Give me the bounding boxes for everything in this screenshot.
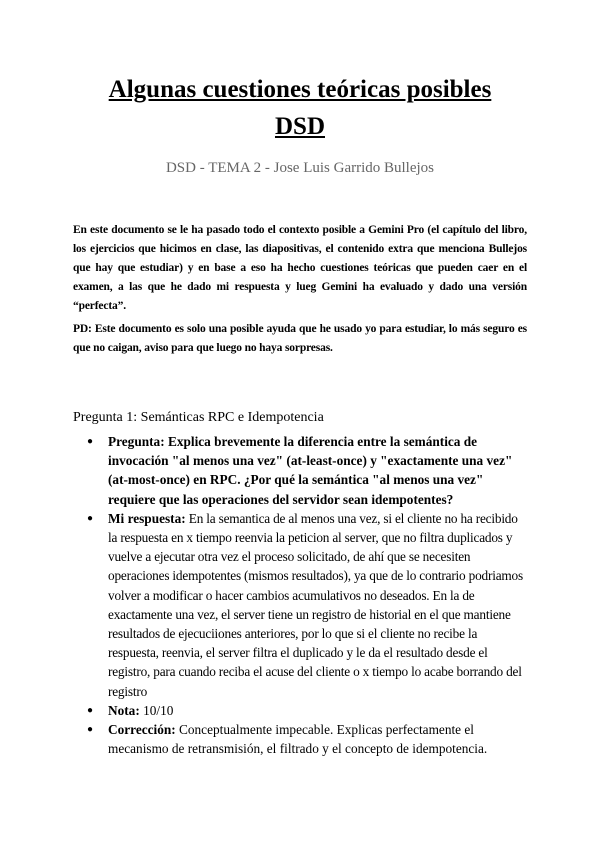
bullet-icon: ● [87, 704, 94, 716]
bullet-icon: ● [87, 512, 94, 524]
item-label: Nota: [108, 702, 140, 718]
bullet-icon: ● [87, 436, 94, 447]
item-text: Explica brevemente la diferencia entre la semántica de invocación "al menos una vez" (at-least-once) y "exactamente una vez" (at-most-once) en RPC. ¿Por qué la semántica "al menos una vez" requiere que las operaciones del servidor sean idempotentes? [108, 434, 513, 507]
item-text: En la semantica de al menos una vez, si el cliente no ha recibido la respuesta en x tiempo reenvia la peticion al server, que no filtra duplicados y vuelve a ejecutar otra vez el proceso solicitado, de ahí que se necesiten operaciones idempotentes (mismos resultados), ya que de lo contrario podriamos volver a modificar o hacer cambios acumulativos no deseados. En la de exactamente una vez, el server tiene un registro de historial en el que mantiene resultados de ejecuciiones anteriores, por lo que si el cliente no recibe la respuesta, reenvia, el server filtra el duplicado y le da el resultado desde el registro, para cuando reciba el acuse del cliente o x tiempo lo acabe borrando del registro [108, 510, 523, 699]
item-label: Mi respuesta: [108, 510, 186, 526]
document-subtitle: DSD - TEMA 2 - Jose Luis Garrido Bullejos [165, 160, 435, 176]
question-heading: Pregunta 1: Semánticas RPC e Idempotencia [73, 410, 324, 425]
list-item-mi-respuesta [73, 509, 523, 701]
question-list [73, 432, 523, 758]
pd-paragraph: PD: Este documento es solo una posible ayuda que he usado yo para estudiar, lo más seguro es que no caigan, aviso para que luego no haya sorpresas. [73, 323, 527, 354]
document-title-subject: DSD [274, 113, 325, 140]
document-title: Algunas cuestiones teóricas posibles [108, 76, 492, 103]
intro-paragraph: En este documento se le ha pasado todo el contexto posible a Gemini Pro (el capítulo del libro, los ejercicios que hicimos en clase, las diapositivas, el contenido extra que menciona Bullejos que hay que estudiar) y en base a eso ha hecho cuestiones teóricas que pueden caer en el examen, a las que he dado mi respuesta y lueg Gemini ha evaluado y dado una versión “perfecta”. [73, 224, 527, 312]
item-label: Pregunta: [108, 434, 165, 449]
item-text: 10/10 [139, 702, 174, 718]
list-item-pregunta [73, 432, 523, 509]
item-label: Corrección: [108, 722, 176, 738]
item-text: Conceptualmente impecable. Explicas perfectamente el mecanismo de retransmisión, el filtrado y el concepto de idempotencia. [108, 722, 488, 757]
list-item-nota [73, 701, 523, 720]
list-item-correccion [73, 720, 523, 758]
bullet-icon: ● [87, 724, 94, 736]
